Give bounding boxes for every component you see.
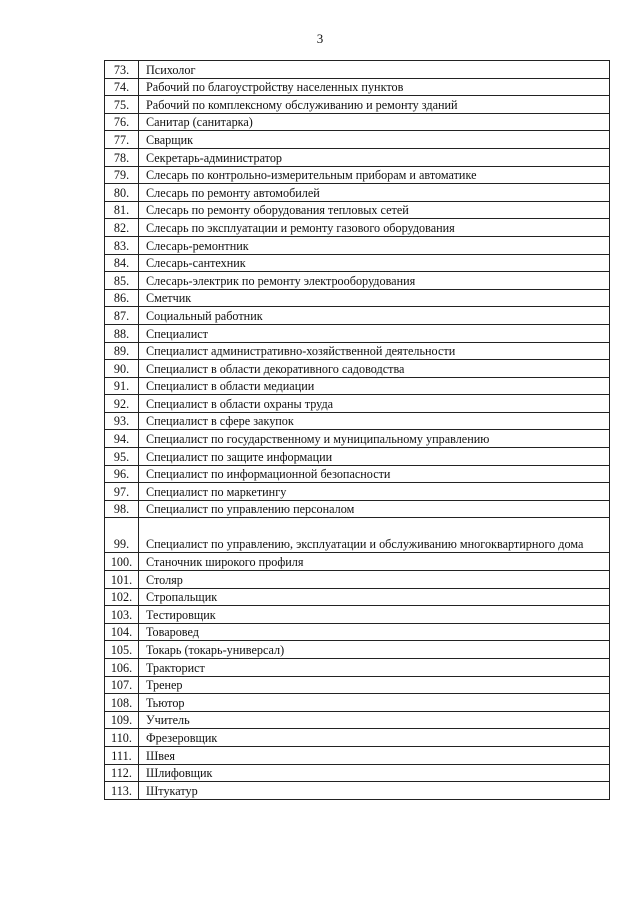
row-number: 84. xyxy=(105,254,139,272)
row-number: 85. xyxy=(105,272,139,290)
row-number: 106. xyxy=(105,659,139,677)
table-row xyxy=(105,113,610,131)
row-number: 74. xyxy=(105,78,139,96)
profession-title: Слесарь по ремонту оборудования тепловых сетей xyxy=(139,201,610,219)
table-row xyxy=(105,272,610,290)
profession-title: Слесарь по эксплуатации и ремонту газового оборудования xyxy=(139,219,610,237)
profession-title: Психолог xyxy=(139,61,610,79)
row-number: 80. xyxy=(105,184,139,202)
row-number: 96. xyxy=(105,465,139,483)
row-number: 77. xyxy=(105,131,139,149)
table-row xyxy=(105,465,610,483)
profession-title: Токарь (токарь-универсал) xyxy=(139,641,610,659)
profession-title: Сметчик xyxy=(139,289,610,307)
row-number: 95. xyxy=(105,448,139,466)
profession-title: Специалист административно-хозяйственной деятельности xyxy=(139,342,610,360)
profession-title: Санитар (санитарка) xyxy=(139,113,610,131)
profession-title: Рабочий по благоустройству населенных пунктов xyxy=(139,78,610,96)
profession-title: Специалист в области декоративного садоводства xyxy=(139,360,610,378)
profession-title: Тьютор xyxy=(139,694,610,712)
row-number: 83. xyxy=(105,236,139,254)
profession-title: Тестировщик xyxy=(139,606,610,624)
profession-table xyxy=(104,60,610,800)
table-row xyxy=(105,430,610,448)
profession-title: Специалист по государственному и муниципальному управлению xyxy=(139,430,610,448)
row-number: 109. xyxy=(105,711,139,729)
table-row xyxy=(105,448,610,466)
profession-title: Слесарь-ремонтник xyxy=(139,236,610,254)
table-row xyxy=(105,342,610,360)
table-row xyxy=(105,606,610,624)
profession-title: Специалист по управлению персоналом xyxy=(139,500,610,518)
table-row xyxy=(105,553,610,571)
table-row xyxy=(105,764,610,782)
table-row xyxy=(105,148,610,166)
row-number: 93. xyxy=(105,412,139,430)
table-row xyxy=(105,483,610,501)
table-row xyxy=(105,676,610,694)
profession-title: Станочник широкого профиля xyxy=(139,553,610,571)
row-number: 99. xyxy=(105,518,139,553)
profession-title: Фрезеровщик xyxy=(139,729,610,747)
profession-title: Швея xyxy=(139,746,610,764)
table-row xyxy=(105,711,610,729)
row-number: 91. xyxy=(105,377,139,395)
row-number: 100. xyxy=(105,553,139,571)
table-row xyxy=(105,694,610,712)
profession-title: Секретарь-администратор xyxy=(139,148,610,166)
profession-title: Специалист по управлению, эксплуатации и обслуживанию многоквартирного дома xyxy=(139,518,610,553)
table-row xyxy=(105,360,610,378)
profession-title: Специалист по защите информации xyxy=(139,448,610,466)
row-number: 108. xyxy=(105,694,139,712)
table-row xyxy=(105,729,610,747)
row-number: 90. xyxy=(105,360,139,378)
profession-title: Специалист xyxy=(139,324,610,342)
table-row xyxy=(105,289,610,307)
profession-title: Специалист в области медиации xyxy=(139,377,610,395)
row-number: 73. xyxy=(105,61,139,79)
profession-title: Социальный работник xyxy=(139,307,610,325)
row-number: 92. xyxy=(105,395,139,413)
profession-title: Товаровед xyxy=(139,623,610,641)
row-number: 94. xyxy=(105,430,139,448)
table-row xyxy=(105,500,610,518)
row-number: 88. xyxy=(105,324,139,342)
table-row xyxy=(105,324,610,342)
page-number: 3 xyxy=(316,31,324,46)
row-number: 81. xyxy=(105,201,139,219)
table-row xyxy=(105,377,610,395)
table-row xyxy=(105,412,610,430)
profession-title: Столяр xyxy=(139,571,610,589)
table-row xyxy=(105,78,610,96)
row-number: 111. xyxy=(105,746,139,764)
profession-table-body xyxy=(105,61,610,800)
profession-title: Тракторист xyxy=(139,659,610,677)
table-row xyxy=(105,518,610,553)
table-row xyxy=(105,782,610,800)
row-number: 87. xyxy=(105,307,139,325)
table-row xyxy=(105,307,610,325)
row-number: 102. xyxy=(105,588,139,606)
table-row xyxy=(105,131,610,149)
table-row xyxy=(105,201,610,219)
row-number: 89. xyxy=(105,342,139,360)
table-row xyxy=(105,588,610,606)
profession-title: Учитель xyxy=(139,711,610,729)
profession-title: Рабочий по комплексному обслуживанию и ремонту зданий xyxy=(139,96,610,114)
row-number: 101. xyxy=(105,571,139,589)
row-number: 103. xyxy=(105,606,139,624)
profession-title: Специалист по информационной безопасности xyxy=(139,465,610,483)
table-row xyxy=(105,395,610,413)
row-number: 75. xyxy=(105,96,139,114)
profession-title: Стропальщик xyxy=(139,588,610,606)
table-row xyxy=(105,746,610,764)
profession-title: Слесарь по контрольно-измерительным приборам и автоматике xyxy=(139,166,610,184)
table-row xyxy=(105,219,610,237)
row-number: 105. xyxy=(105,641,139,659)
row-number: 110. xyxy=(105,729,139,747)
row-number: 97. xyxy=(105,483,139,501)
profession-title: Слесарь-электрик по ремонту электрооборудования xyxy=(139,272,610,290)
row-number: 76. xyxy=(105,113,139,131)
row-number: 86. xyxy=(105,289,139,307)
row-number: 82. xyxy=(105,219,139,237)
row-number: 78. xyxy=(105,148,139,166)
profession-title: Слесарь-сантехник xyxy=(139,254,610,272)
table-row xyxy=(105,571,610,589)
row-number: 104. xyxy=(105,623,139,641)
profession-title: Сварщик xyxy=(139,131,610,149)
table-row xyxy=(105,184,610,202)
table-row xyxy=(105,96,610,114)
table-row xyxy=(105,236,610,254)
profession-title: Штукатур xyxy=(139,782,610,800)
profession-title: Специалист в сфере закупок xyxy=(139,412,610,430)
table-row xyxy=(105,659,610,677)
table-row xyxy=(105,61,610,79)
row-number: 98. xyxy=(105,500,139,518)
table-row xyxy=(105,166,610,184)
row-number: 107. xyxy=(105,676,139,694)
table-row xyxy=(105,254,610,272)
profession-title: Тренер xyxy=(139,676,610,694)
profession-title: Слесарь по ремонту автомобилей xyxy=(139,184,610,202)
profession-title: Шлифовщик xyxy=(139,764,610,782)
row-number: 79. xyxy=(105,166,139,184)
table-row xyxy=(105,623,610,641)
profession-title: Специалист в области охраны труда xyxy=(139,395,610,413)
table-row xyxy=(105,641,610,659)
row-number: 113. xyxy=(105,782,139,800)
row-number: 112. xyxy=(105,764,139,782)
profession-title: Специалист по маркетингу xyxy=(139,483,610,501)
